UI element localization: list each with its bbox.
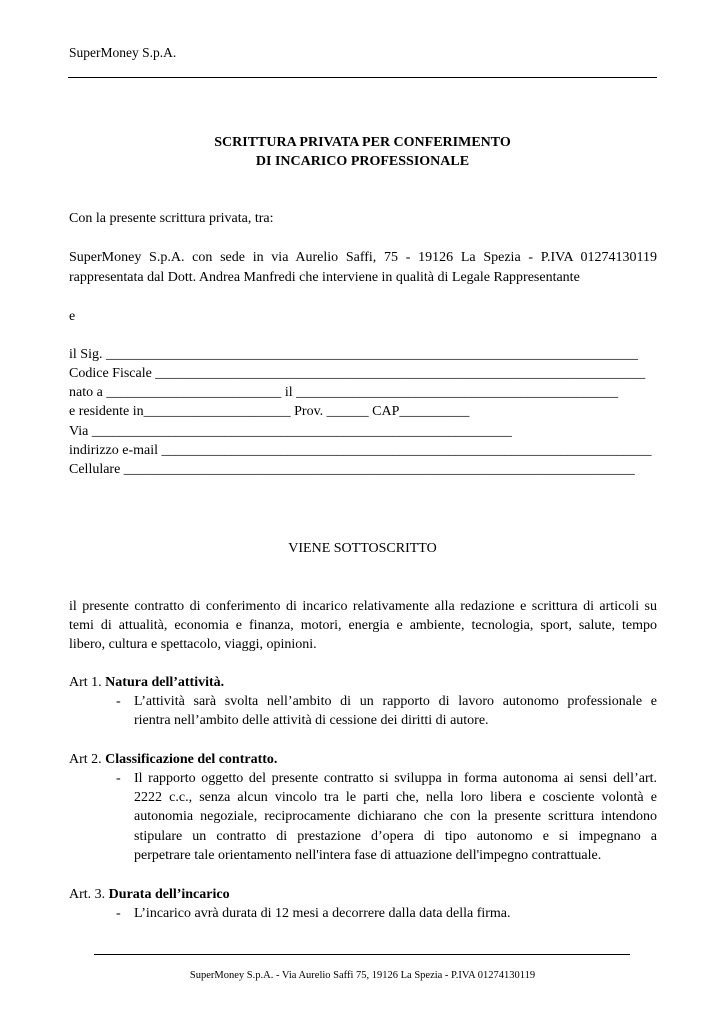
article-1-line-2: rientra nell’ambito delle attività di cessione dei diritti di autore. [134,713,489,728]
article-2-line-4: stipulare un contratto di prestazione d’opera di tipo autonomo e si impegnano a [134,829,657,844]
object-line-1: il presente contratto di conferimento di incarico relativamente alla redazione e scrittura di articoli su [69,599,657,614]
field-email: indirizzo e-mail ______________________________________________________________________ [69,443,652,458]
party1-line-1: SuperMoney S.p.A. con sede in via Aurelio Saffi, 75 - 19126 La Spezia - P.IVA 01274130119 [69,250,657,265]
field-cellulare: Cellulare _________________________________________________________________________ [69,462,635,477]
field-sig: il Sig. ____________________________________________________________________________ [69,347,638,362]
article-3-title: Durata dell’incarico [108,887,230,902]
article-2-title: Classificazione del contratto. [105,752,278,767]
article-2-prefix: Art 2. [69,752,106,767]
document-title-line-2: DI INCARICO PROFESSIONALE [255,154,470,169]
article-2-line-2: 2222 c.c., senza alcun vincolo tra le parti che, nella loro libera e cosciente volontà e [134,790,657,805]
article-2-line-3: autonomia negoziale, reciprocamente dichiarano che con la presente scrittura intendono [134,809,657,824]
footer-divider [94,954,630,955]
article-1-prefix: Art 1. [69,675,106,690]
object-line-3: libero, cultura e spettacolo, viaggi, opinioni. [69,637,317,652]
viene-sottoscritto: VIENE SOTTOSCRITTO [288,541,437,556]
article-1-title: Natura dell’attività. [105,675,225,690]
article-2-dash: - [116,771,121,786]
footer-text: SuperMoney S.p.A. - Via Aurelio Saffi 75, 19126 La Spezia - P.IVA 01274130119 [189,970,536,981]
header-company: SuperMoney S.p.A. [69,45,177,60]
party1-line-2: rappresentata dal Dott. Andrea Manfredi che interviene in qualità di Legale Rappresentante [69,270,580,285]
article-2-heading [69,750,657,769]
article-2-line-5: perpetrare tale orientamento nell'intera fase di attuazione dell'impegno contrattuale. [134,848,602,863]
article-1-heading [69,673,657,692]
article-1-line-1: L’attività sarà svolta nell’ambito di un rapporto di lavoro autonomo professionale e [134,694,657,709]
field-nato: nato a _________________________ il ______________________________________________ [69,385,619,400]
article-3-prefix: Art. 3. [69,887,109,902]
document-title-line-1: SCRITTURA PRIVATA PER CONFERIMENTO [214,135,511,150]
field-residente: e residente in_____________________ Prov. ______ CAP__________ [69,404,470,419]
article-3-dash: - [116,906,121,921]
conjunction: e [69,309,76,324]
article-3-line-1: L’incarico avrà durata di 12 mesi a decorrere dalla data della firma. [134,906,511,921]
intro-text: Con la presente scrittura privata, tra: [69,211,274,226]
object-line-2: temi di attualità, economia e finanza, motori, energia e ambiente, tecnologia, sport, salute, tempo [69,618,657,633]
article-1-dash: - [116,694,121,709]
field-via: Via ____________________________________________________________ [69,424,512,439]
header-divider [68,77,657,78]
article-2-line-1: Il rapporto oggetto del presente contratto si sviluppa in forma autonoma ai sensi dell’art. [134,771,657,786]
field-codice-fiscale: Codice Fiscale ______________________________________________________________________ [69,366,646,381]
article-3-heading [69,885,657,904]
